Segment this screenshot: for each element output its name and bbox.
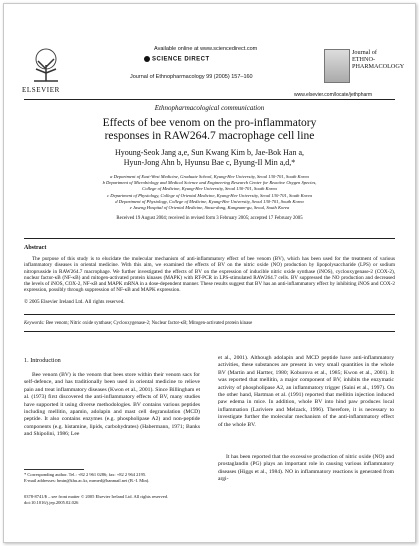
author-list [44,148,375,167]
keywords [24,321,395,326]
author-line: Hyoung-Seok Jang a,e, Sun Kwang Kim b, Jae-Bok Han a, [114,148,305,157]
sciencedirect-dot-icon [144,56,150,62]
affiliation: a Department of East-West Medicine, Graduate School, Kyung-Hee University, Seoul 130-701, South Korea [110,174,309,179]
author-line: Hyun-Jong Ahn b, Hyunsu Bae c, Byung-Il Min a,d,* [123,157,296,167]
journal-name [352,49,404,70]
affiliation: e Jaseng Hospital of Oriental Medicine, Sinsa-dong, Kangnam-gu, Seoul, South Korea [129,205,290,211]
journal-name-line: PHARMACOLOGY [352,63,405,70]
sciencedirect-logo-text: SCIENCE DIRECT [152,56,210,63]
elsevier-tree-logo-icon [26,47,66,85]
body-divider [24,331,395,332]
intro-paragraph-right-1: et al., 2001). Although adolapin and MCD peptide have anti-inflammatory activities, these substances are present in very small quantities in the whole BV (Martin and Hartter, 1980; Koburova et al., 1985; Kwon et al., 2001). It was reported that mellitin, a major component of BV, inhibits the enzymatic activity of phospholipase A2, an inflammatory trigger (Saini et al., 1997). On the other hand, Hartman et al. (1991) reported that mellitin injection induced paw edema in mice. In addition, whole BV into hind paw produces local inflammation (Lariviere and Melzack, 1996). Therefore, it is necessary to investigate further the molecular mechanism of the anti-inflammatory effect of the whole BV. [218,355,394,428]
keywords-divider [24,314,395,315]
email-addresses: E-mail addresses: bmin@khu.ac.kr, mrmed@hanmail.net (B.-I. Min). [24,478,150,483]
corresponding-author-footnote [24,472,200,484]
affiliation: c Department of Physiology, College of Oriental Medicine, Kyung-Hee University, Seoul 130-701, South Korea [107,192,312,198]
journal-url[interactable]: www.elsevier.com/locate/jethpharm [294,92,373,98]
journal-cover-icon [324,49,350,83]
publisher-name: ELSEVIER [22,86,60,94]
intro-paragraph-right-2: It has been reported that the excessive production of nitric oxide (NO) and prostaglandin (PG) plays an important role in causing various inflammatory diseases (Higgs et al., 1984). NO in inflammatory reactions is generated from argi- [218,454,394,483]
abstract-text: The purpose of this study is to elucidate the molecular mechanism of anti-inflammatory effect of bee venom (BV), which has been used for the treatment of various inflammatory diseases in oriental medicine. With this aim, we examined the effects of BV on the nitric oxide (NO) production by lipopolysaccharide (LPS) or sodium nitroprusside in RAW264.7 macrophage. We further investigated the effects of BV on the expression of inducible nitric oxide synthase (iNOS), cyclooxygenase-2 (COX-2), nuclear factor-κB (NF-κB) and mitogen-activated protein kinases (MAPK) with RT-PCR in LPS-stimulated RAW264.7 cells. BV suppressed the NO production and decreased the levels of iNOS, COX-2, NF-κB and MAPK mRNA in a dose-dependent manner. These results suggest that BV has an anti-inflammatory effect by inhibiting iNOS and COX-2 expression, possibly through suppression of NF-κB and MAPK expression. [24,256,395,294]
title-line: Effects of bee venom on the pro-inflammatory [102,117,317,129]
journal-name-line: ETHNO- [352,56,376,63]
available-online-text: Available online at www.sciencedirect.com [154,46,258,52]
footnote-divider [24,469,84,470]
abstract-top-divider [24,238,395,239]
title-line: responses in RAW264.7 macrophage cell line [104,130,315,142]
affiliation: b Department of Microbiology and Medical Science and Engineering Research Center for Reactive Oxygen Species, [102,180,317,186]
journal-name-line: Journal of [352,49,377,56]
article-type: Ethnopharmacological communication [154,104,265,112]
article-title [24,117,395,143]
received-dates: Received 19 August 2004; received in revised form 3 February 2005; accepted 17 February 2005 [116,216,303,221]
journal-reference: Journal of Ethnopharmacology 99 (2005) 157–160 [130,74,253,80]
affiliation: College of Medicine, Kyung-Hee University, Seoul 130-701, South Korea [142,186,277,192]
issn-block [24,494,200,506]
intro-paragraph-left: Bee venom (BV) is the venom that bees store within their venom sacs for self-defence, and has traditionally been used in oriental medicine to relieve pain and treat inflammatory diseases (Kwon et al., 2001). Since Billingham et al. (1973) first discovered the anti-inflammatory effects of BV, many studies have supported it using diverse methodologies. BV contains various peptides including mellitin, apamin, adolapin and mast cell degranulation (MCD) peptide. It also contains enzymes (e.g. phospholipase A2) and non-peptide components (e.g. histamine, lipids, carbohydrates) (Habermann, 1971; Banks and Shipolini, 1986; Lee [24,372,200,438]
keywords-label: Keywords: [24,321,45,326]
header-divider [24,99,395,100]
doi-line: doi:10.1016/j.jep.2005.02.026 [24,500,79,505]
sciencedirect-logo [144,56,210,63]
keywords-list: Bee venom; Nitric oxide synthase; Cyclooxygenase-2; Nuclear factor-κB; Mitogen-activated protein kinase [45,321,253,326]
abstract-heading: Abstract [24,245,47,251]
issn-line: 0378-8741/$ – see front matter © 2005 Elsevier Ireland Ltd. All rights reserved. [24,494,169,499]
paper-page [3,3,416,543]
affiliation-list [39,174,380,211]
affiliation: d Department of Physiology, College of Medicine, Kyung-Hee University, Seoul 130-701, South Korea [115,198,304,204]
abstract-copyright: © 2005 Elsevier Ireland Ltd. All rights reserved. [24,299,125,305]
corresponding-author: * Corresponding author. Tel.: +82 2 961 0286; fax: +82 2 964 2195. [24,472,147,477]
section-heading: 1. Introduction [24,357,61,364]
